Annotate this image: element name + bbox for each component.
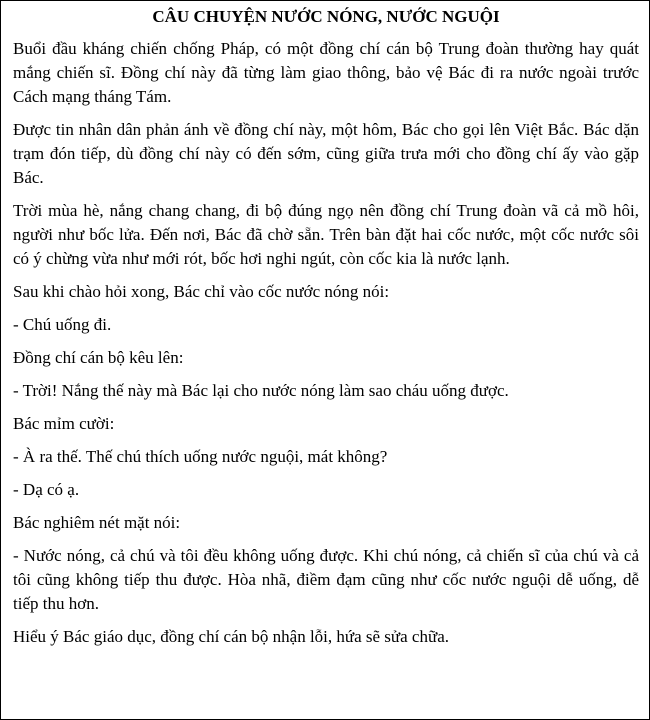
paragraph-4: Sau khi chào hỏi xong, Bác chỉ vào cốc nước nóng nói:	[13, 282, 390, 301]
paragraph-8: Bác mỉm cười:	[13, 414, 115, 433]
paragraph-3: Trời mùa hè, nắng chang chang, đi bộ đúng ngọ nên đồng chí Trung đoàn vã cả mồ hôi, người như bốc lửa. Đến nơi, Bác đã chờ sẵn. Trên bàn đặt hai cốc nước, một cốc nước sôi có ý chừng vừa như mới rót, bốc hơi nghi ngút, còn cốc kia là nước lạnh.	[13, 201, 639, 268]
paragraph-1: Buổi đầu kháng chiến chống Pháp, có một đồng chí cán bộ Trung đoàn thường hay quát mắng chiến sĩ. Đồng chí này đã từng làm giao thông, bảo vệ Bác đi ra nước ngoài trước Cách mạng tháng Tám.	[13, 39, 639, 106]
paragraph-2: Được tin nhân dân phản ánh về đồng chí này, một hôm, Bác cho gọi lên Việt Bắc. Bác dặn trạm đón tiếp, dù đồng chí này có đến sớm, cũng giữa trưa mới cho đồng chí ấy vào gặp Bác.	[13, 120, 639, 187]
paragraph-6: Đồng chí cán bộ kêu lên:	[13, 348, 184, 367]
paragraph-11: Bác nghiêm nét mặt nói:	[13, 513, 181, 532]
paragraph-9: - À ra thế. Thế chú thích uống nước nguội, mát không?	[13, 447, 388, 466]
paragraph-5: - Chú uống đi.	[13, 315, 112, 334]
paragraph-7: - Trời! Nắng thế này mà Bác lại cho nước nóng làm sao cháu uống được.	[13, 381, 509, 400]
document-title: CÂU CHUYỆN NƯỚC NÓNG, NƯỚC NGUỘI	[152, 7, 500, 26]
paragraph-12: - Nước nóng, cả chú và tôi đều không uống được. Khi chú nóng, cả chiến sĩ của chú và cả tôi cũng không tiếp thu được. Hòa nhã, điềm đạm cũng như cốc nước nguội dễ uống, dễ tiếp thu hơn.	[13, 546, 639, 613]
paragraph-13: Hiểu ý Bác giáo dục, đồng chí cán bộ nhận lỗi, hứa sẽ sửa chữa.	[13, 627, 449, 646]
paragraph-10: - Dạ có ạ.	[13, 480, 80, 499]
